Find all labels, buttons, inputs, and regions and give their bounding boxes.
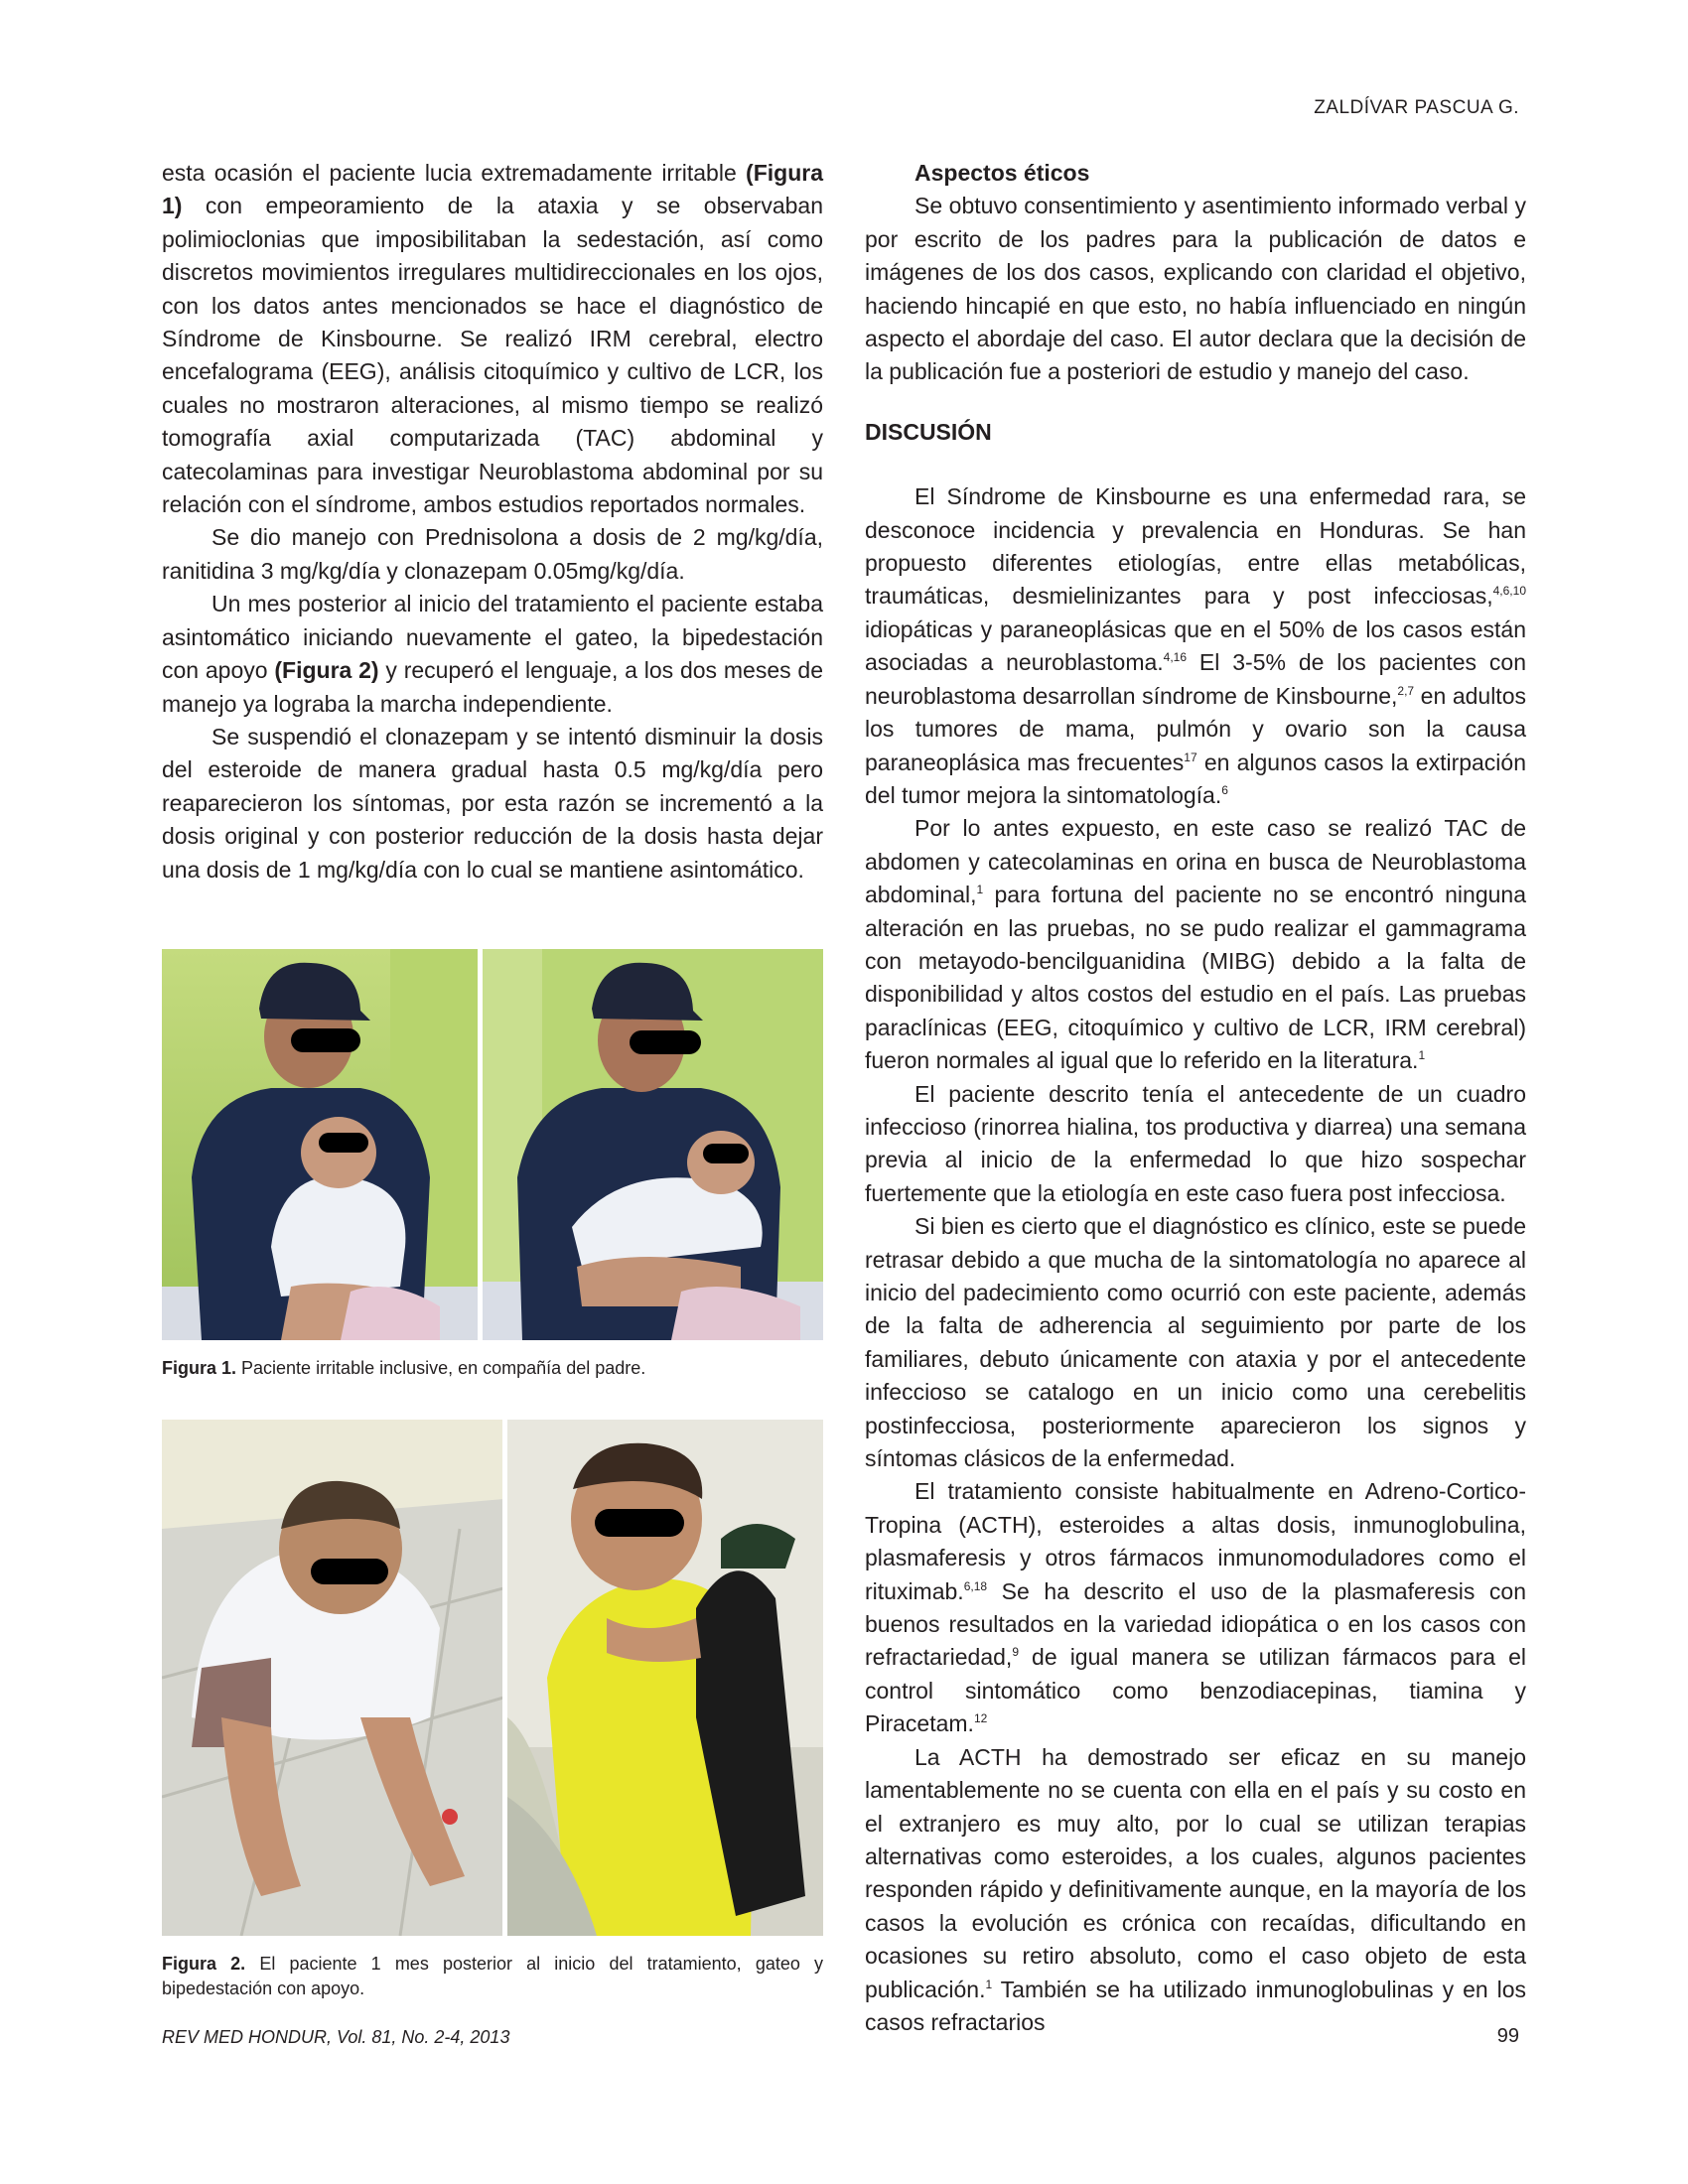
- photo-child-standing-with-support: [507, 1420, 823, 1936]
- citation: 12: [973, 1711, 988, 1726]
- citation: 1: [976, 883, 984, 897]
- right-column: [865, 157, 1526, 2039]
- citation: 1: [985, 1977, 993, 1991]
- citation: 2,7: [1397, 683, 1415, 698]
- paragraph: Se obtuvo consentimiento y asentimiento informado verbal y por escrito de los padres para la publicación de datos e imágenes de los dos casos, explicando con claridad el objetivo, haciendo hincapié en que esto, no había influenciado en ningún aspecto el abordaje del caso. El autor declara que la decisión de la publicación fue a posteriori de estudio y manejo del caso.: [865, 193, 1526, 385]
- text-run: y recuperó el lenguaje, a los dos meses de manejo ya lograba la marcha independiente.: [162, 657, 823, 717]
- section-title: DISCUSIÓN: [865, 418, 992, 445]
- photo-father-holding-child-left: [162, 949, 478, 1340]
- citation: 17: [1184, 750, 1197, 764]
- figure-1-photos: [162, 949, 823, 1340]
- citation: 1: [1418, 1048, 1426, 1063]
- paragraph: Por lo antes expuesto, en este caso se realizó TAC de abdomen y catecolaminas en orina en busca de Neuroblastoma abdominal,$^1$ para fortuna del paciente no se encontró ninguna alteración en las pruebas, no se pudo realizar el gammagrama con metayodo-bencilguanidina (MIBG) debido a la falta de disponibilidad y altos costos del estudio en el país. Las pruebas paraclínicas (EEG, citoquímico y cultivo de LCR, IRM cerebral) fueron normales al igual que lo referido en la literatura.$^1$: [865, 815, 1526, 1074]
- figure-2-photos: [162, 1420, 823, 1936]
- caption-label: Figura 2.: [162, 1954, 246, 1974]
- figure-reference: (Figura 2): [274, 657, 379, 684]
- text-run: con empeoramiento de la ataxia y se observaban polimioclonias que imposibilitaban la sedestación, así como discretos movimientos irregulares multidireccionales en los ojos, con los datos antes mencionados se hace el diagnóstico de Síndrome de Kinsbourne. Se realizó IRM cerebral, electro encefalograma (EEG), análisis citoquímico y cultivo de LCR, los cuales no mostraron alteraciones, al mismo tiempo se realizó tomografía axial computarizada (TAC) abdominal y catecolaminas para investigar Neuroblastoma abdominal por su relación con el síndrome, ambos estudios reportados normales.: [162, 193, 823, 518]
- page-number: 99: [1496, 2025, 1519, 2047]
- paragraph: La ACTH ha demostrado ser eficaz en su manejo lamentablemente no se cuenta con ella en el país y su costo en el extranjero es muy alto, por lo cual se utilizan terapias alternativas como esteroides, a los cuales, algunos pacientes responden rápido y definitivamente aunque, en la mayoría de los casos la evolución es crónica con recaídas, dificultando en ocasiones su retiro absoluto, como el caso objeto de esta publicación.$^1$ También se ha utilizado inmunoglobulinas y en los casos refractarios: [865, 1743, 1526, 2035]
- text-run: Un mes posterior al inicio del tratamiento el paciente estaba asintomático iniciando nuevamente el gateo, la bipedestación con apoyo: [162, 591, 823, 684]
- paragraph: [162, 588, 823, 721]
- figure-reference: (Figura 1): [162, 160, 823, 219]
- caption-label: Figura 1.: [162, 1358, 237, 1378]
- figure-2: [162, 1420, 823, 2001]
- photo-child-crawling: [162, 1420, 502, 1936]
- ethics-heading: Aspectos éticos: [914, 160, 1090, 186]
- photo-father-holding-child-right: [483, 949, 823, 1340]
- citation: 4,16: [1163, 650, 1188, 665]
- left-column: [162, 157, 823, 887]
- text-run: esta ocasión el paciente lucia extremadamente irritable: [162, 160, 747, 186]
- citation: 6: [1221, 782, 1228, 797]
- journal-citation: REV MED HONDUR, Vol. 81, No. 2-4, 2013: [162, 2027, 510, 2047]
- paragraph: El paciente descrito tenía el antecedente de un cuadro infeccioso (rinorrea hialina, tos productiva y diarrea) una semana previa al inicio de la enfermedad lo que hizo sospechar fuertemente que la etiología en este caso fuera post infecciosa.: [865, 1080, 1526, 1206]
- running-head: ZALDÍVAR PASCUA G.: [1314, 97, 1519, 118]
- caption-text: El paciente 1 mes posterior al inicio del tratamiento, gateo y bipedestación con apoyo.: [162, 1954, 824, 1998]
- paragraph: [162, 157, 823, 521]
- caption-text: Paciente irritable inclusive, en compañía del padre.: [236, 1358, 646, 1378]
- paragraph: Si bien es cierto que el diagnóstico es clínico, este se puede retrasar debido a que mucha de la sintomatología no aparece al inicio del padecimiento como ocurrió con este paciente, además de la falta de adherencia al seguimiento por parte de los familiares, debuto únicamente con ataxia y por el antecedente infeccioso se catalogo en un inicio como una cerebelitis postinfecciosa, posteriormente aparecieron los signos y síntomas clásicos de la enfermedad.: [865, 1213, 1526, 1472]
- citation: 4,6,10: [1492, 584, 1526, 599]
- figure-1: [162, 949, 823, 1381]
- paragraph: Se suspendió el clonazepam y se intentó disminuir la dosis del esteroide de manera gradual hasta 0.5 mg/kg/día pero reaparecieron los síntomas, por esta razón se incrementó a la dosis original y con posterior reducción de la dosis hasta dejar una dosis de 1 mg/kg/día con lo cual se mantiene asintomático.: [162, 723, 823, 883]
- citation: 9: [1012, 1645, 1019, 1660]
- figure-1-caption: [162, 1356, 823, 1381]
- citation: 6,18: [963, 1578, 988, 1593]
- paragraph: Se dio manejo con Prednisolona a dosis de 2 mg/kg/día, ranitidina 3 mg/kg/día y clonazepam 0.05mg/kg/día.: [162, 524, 823, 584]
- figure-2-caption: [162, 1952, 823, 2001]
- paragraph: El Síndrome de Kinsbourne es una enfermedad rara, se desconoce incidencia y prevalencia en Honduras. Se han propuesto diferentes etiologías, entre ellas metabólicas, traumáticas, desmielinizantes para y post infecciosas,$^{4,6,10}$ idiopáticas y paraneoplásicas que en el 50% de los casos están asociadas a neuroblastoma.$^{4,16}$ El 3-5% de los pacientes con neuroblastoma desarrollan síndrome de Kinsbourne,$^{2,7}$ en adultos los tumores de mama, pulmón y ovario son la causa paraneoplásica mas frecuentes$^{17}$ en algunos casos la extirpación del tumor mejora la sintomatología.$^6$: [865, 483, 1526, 808]
- paragraph: El tratamiento consiste habitualmente en Adreno-Cortico-Tropina (ACTH), esteroides a altas dosis, inmunoglobulina, plasmaferesis y otros fármacos inmunomoduladores como el rituximab.$^{6,18}$ Se ha descrito el uso de la plasmaferesis con buenos resultados en la variedad idiopática o en los casos con refractariedad,$^9$ de igual manera se utilizan fármacos para el control sintomático como benzodiacepinas, tiamina y Piracetam.$^{12}$: [865, 1478, 1526, 1737]
